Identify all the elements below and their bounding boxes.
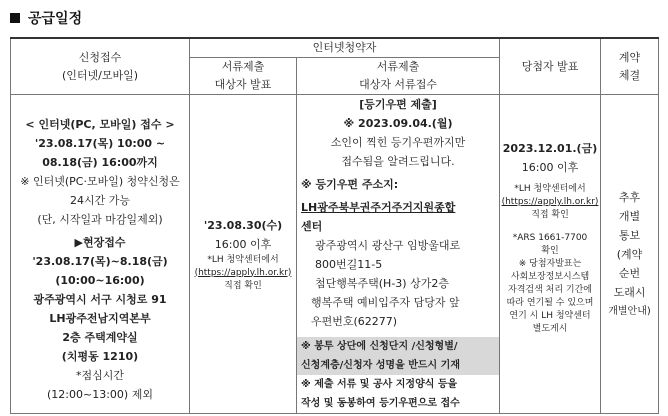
section-title: 공급일정 bbox=[28, 11, 83, 27]
cell-target-announcement: '23.08.30(수) 16:00 이후 *LH 청약센터에서 (https://apply.lh.or.kr) 직접 확인 bbox=[190, 95, 297, 414]
header-winner-announcement: 당첨자 발표 bbox=[500, 38, 601, 95]
apply-url-link[interactable]: (https://apply.lh.or.kr) bbox=[501, 197, 599, 207]
cell-document-submission: [등기우편 제출] ※ 2023.09.04.(월) 소인이 찍힌 등기우편까지만 접수됨을 알려드립니다. ※ 등기우편 주소지: LH광주북부권주거주거지원종합 센터 광주광역시 광산구 임방울대로 800번길11-5 첨단행복주택(H-3) 상가2층 행복주택 예비입주자 담당자 앞 우편번호(62277) ※ 봉투 상단에 신청단지 /신청형별/ 신청계층/신청자 성명을 반드시 기재 ※ 제출 서류 및 공사 지정양식 등을 작성 및 동봉하여 등기우편으로 접수 bbox=[297, 95, 500, 414]
cell-contract: 추후 개별 통보 (계약 순번 도래시 개별안내) bbox=[601, 95, 659, 414]
envelope-warning: ※ 봉투 상단에 신청단지 /신청형별/ 신청계층/신청자 성명을 반드시 기재 bbox=[297, 337, 499, 375]
header-internet-applicants: 인터넷청약자 bbox=[190, 38, 500, 58]
section-heading bbox=[10, 8, 82, 28]
cell-winner-announcement: 2023.12.01.(금) 16:00 이후 *LH 청약센터에서 (https://apply.lh.or.kr) 직접 확인 *ARS 1661-7700 확인 ※ 당첨자발표는 사회보장정보시스템 자격검색 처리 기간에 따라 연기될 수 있으며 연기 시 LH 청약센터 별도게시 bbox=[500, 95, 601, 414]
header-document-target-announcement: 서류제출 대상자 발표 bbox=[190, 58, 297, 95]
header-document-submission: 서류제출 대상자 서류접수 bbox=[297, 58, 500, 95]
apply-url-link[interactable]: (https://apply.lh.or.kr) bbox=[194, 267, 292, 278]
header-application: 신청접수 (인터넷/모바일) bbox=[11, 38, 190, 95]
square-bullet-icon bbox=[10, 13, 20, 23]
supply-schedule-table bbox=[10, 37, 659, 414]
header-contract: 계약 체결 bbox=[601, 38, 659, 95]
cell-application: < 인터넷(PC, 모바일) 접수 > '23.08.17(목) 10:00 ~ 08.18(금) 16:00까지 ※ 인터넷(PC·모바일) 청약신청은 24시간 가능 (단, 시작일과 마감일제외) ▶현장접수 '23.08.17(목)~8.18(금) (10:00~16:00) 광주광역시 서구 시청로 91 LH광주전남지역본부 2층 주택계약실 (치평동 1210) *점심시간 (12:00~13:00) 제외 bbox=[11, 95, 190, 414]
